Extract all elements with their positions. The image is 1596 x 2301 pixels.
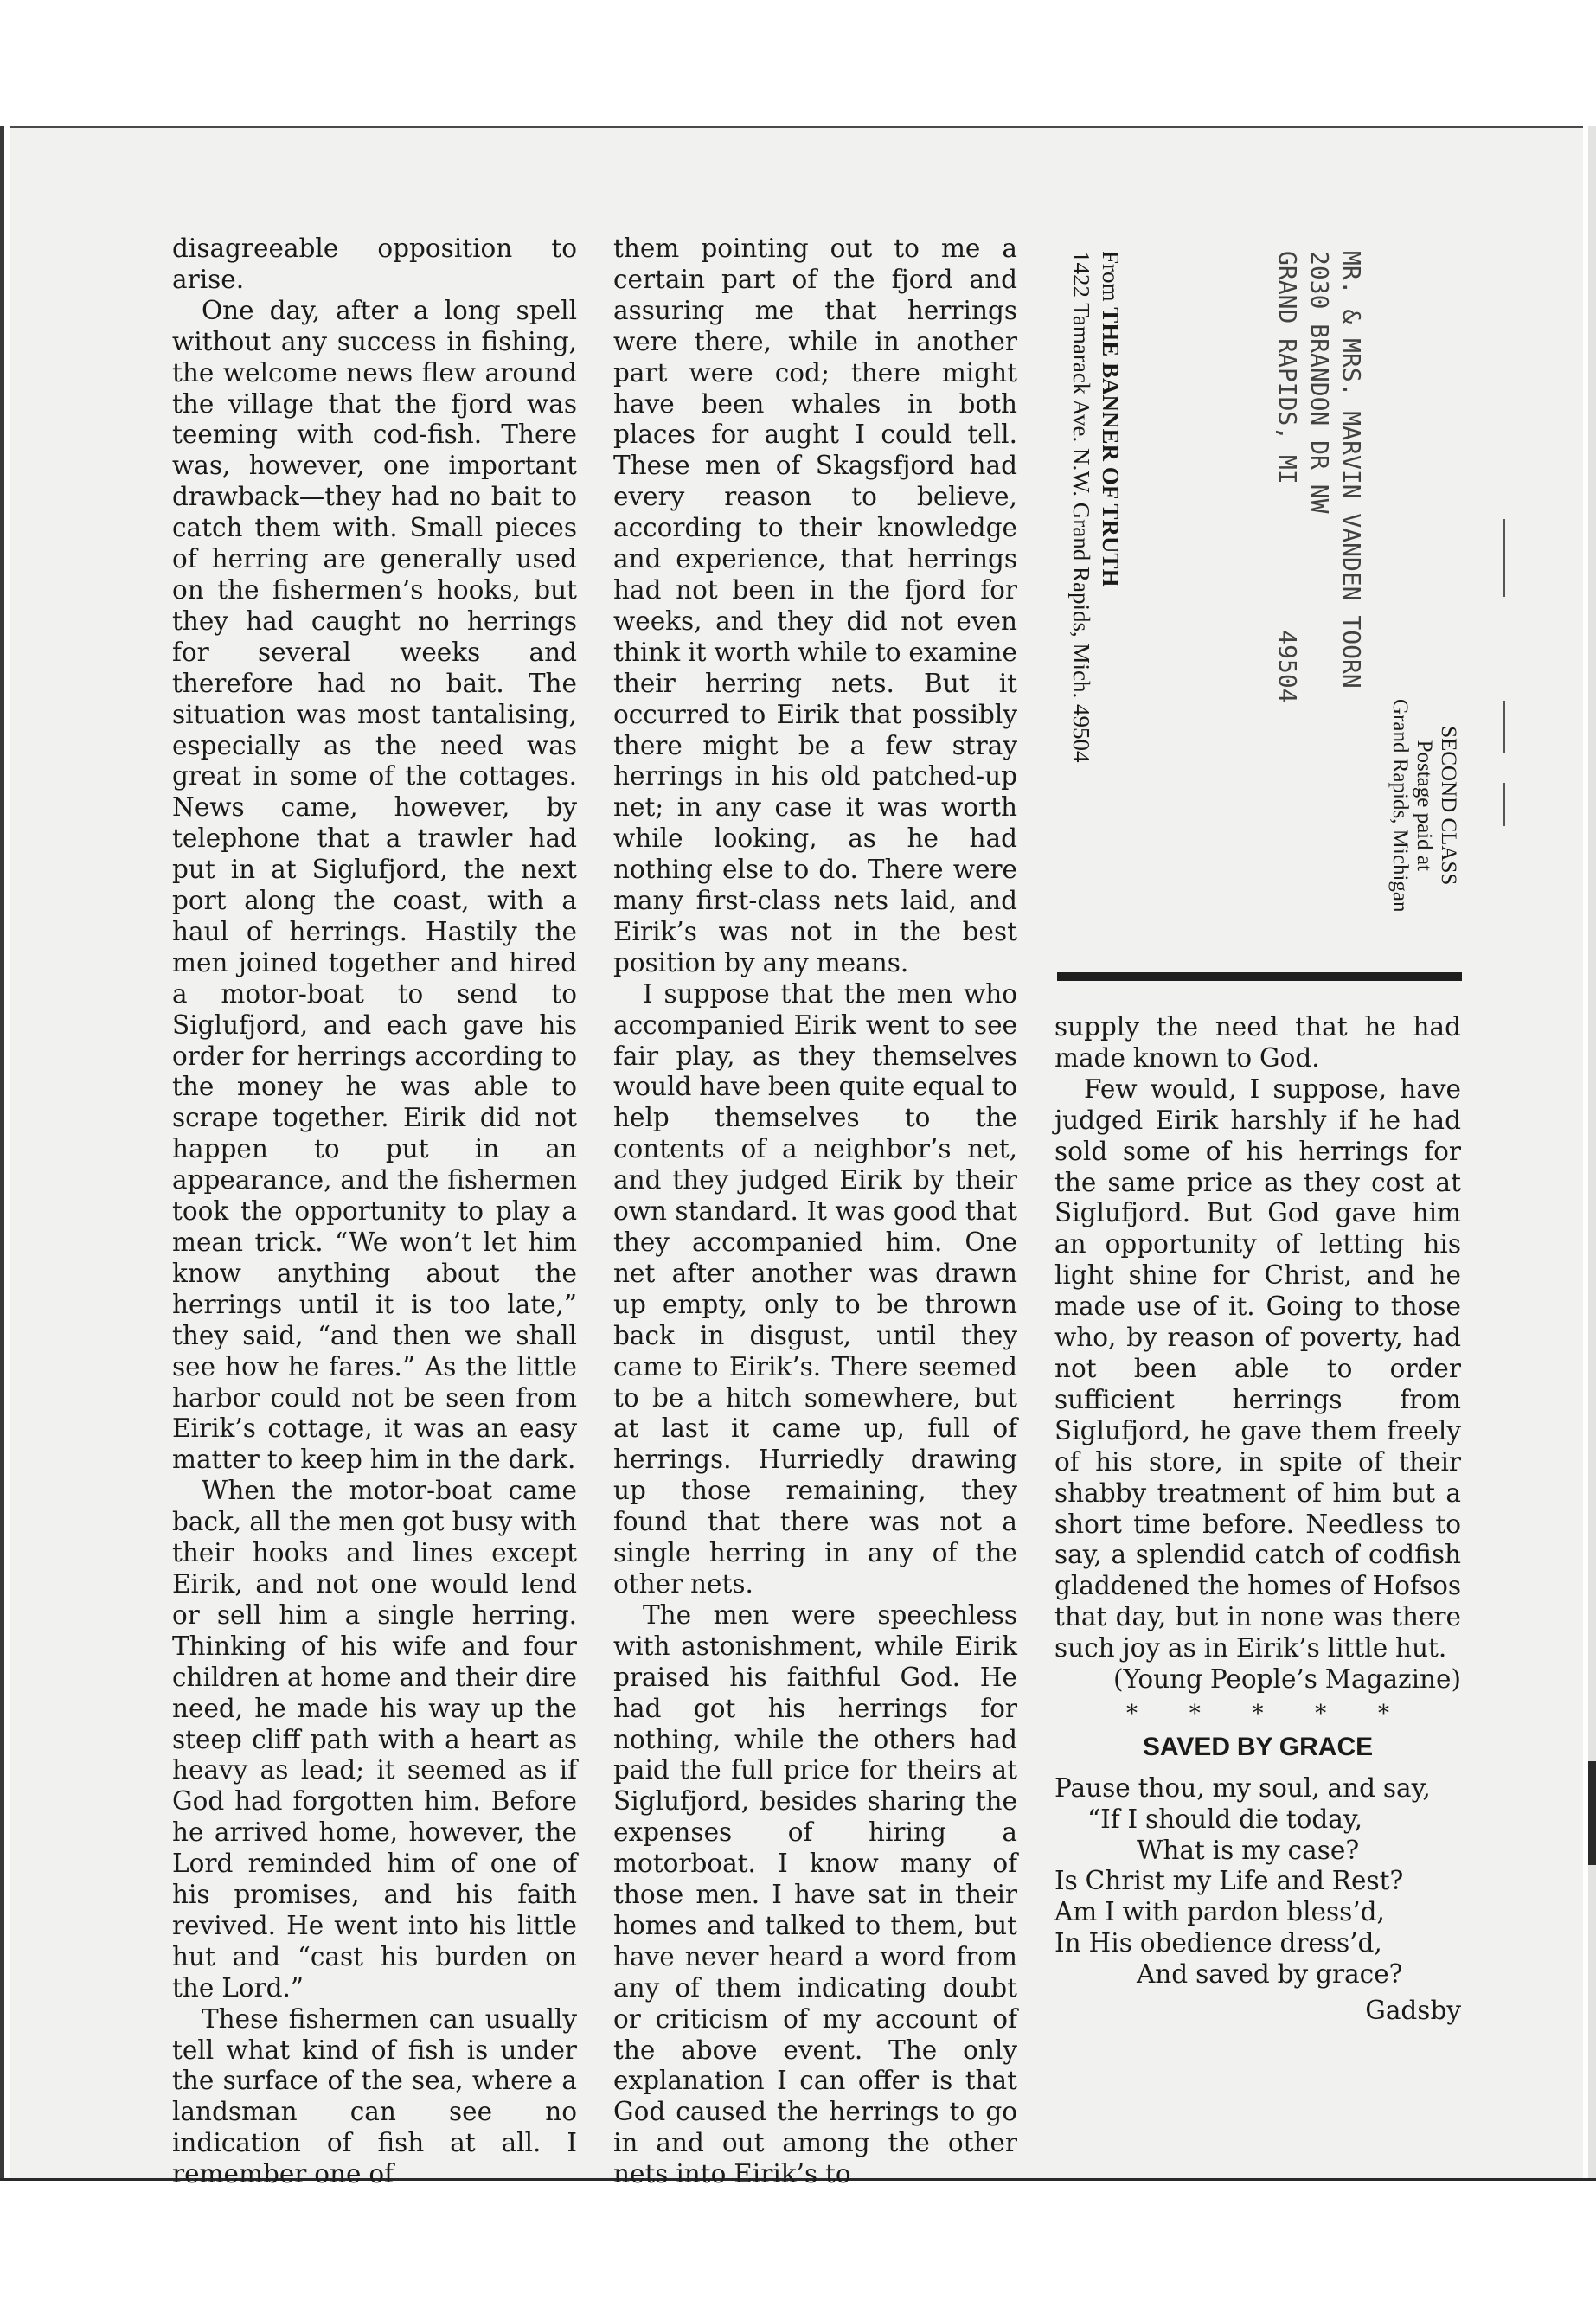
paragraph: When the motor-boat came back, all the men got busy with their hooks and lines except Eirik, and not one would lend or sell him a single herring. Thinking of his wife and four children at home and their dire need, he made his way up the steep cliff path with a heart as heavy as lead; it seemed as if God had forgotten him. Before he arrived home, however, the Lord reminded him of one of his promises, and his faith revived. He went into his little hut and “cast his burden on the Lord.” [172,1476,577,2003]
label-registration-mark [1503,519,1505,597]
paragraph: These fishermen can usually tell what kind of fish is under the surface of the sea, where a landsman can see no indication of fish at all. I remember one of [172,2003,577,2189]
poem-title: SAVED BY GRACE [1142,1732,1374,1761]
poem-line: Pause thou, my soul, and say, [1054,1772,1431,1803]
address-line: MR. & MRS. MARVIN VANDEN TOORN [1337,251,1366,689]
publication-name: THE BANNER OF TRUTH [1098,307,1124,587]
paragraph: I suppose that the men who accompanied Eirik went to see fair play, as they themselves would have been quite equal to help themselves to the contents of a neighbor’s net, and they judged Eirik by their own standard. It was good that they accompanied him. One net after another was drawn up empty, only to be thrown back in disgust, until they came to Eirik’s. There seemed to be a hitch somewhere, but at last it came up, full of herrings. Hurriedly drawing up those remaining, they found that there was not a single herring in any of the other nets. [613,978,1017,1599]
return-address [1067,251,1125,763]
poem-line: Is Christ my Life and Rest? [1054,1866,1404,1896]
address-line: GRAND RAPIDS, MI 49504 [1273,251,1302,703]
permit-location: Grand Rapids, Michigan [1388,699,1412,913]
poem-line: In His obedience dress’d, [1054,1928,1382,1958]
label-registration-mark [1503,783,1505,826]
poem-author: Gadsby [1365,1996,1461,2026]
poem-line: What is my case? [1137,1835,1360,1865]
address-line: 2030 BRANDON DR NW [1305,251,1334,514]
text-column-2 [613,234,1017,2190]
paragraph: Few would, I suppose, have judged Eirik harshly if he had sold some of his herrings for the same price as they cost at Siglufjord. But God gave him an opportunity of letting his light shine for Christ, and he made use of it. Going to those who, by reason of poverty, had not been able to order sufficient herrings from Siglufjord, he gave them freely of his store, in spite of their shabby treatment of him but a short time before. Needless to say, a splendid catch of codfish gladdened the homes of Hofsos that day, but in none was there such joy as in Eirik’s little hut. [1054,1074,1461,1663]
paragraph: disagreeable opposition to arise. [172,234,577,294]
paragraph: them pointing out to me a certain part of the fjord and assuring me that herrings were there, while in another part were cod; there might have been whales in both places for aught I could tell. These men of Skagsfjord had every reason to believe, according to their knowledge and experience, that herrings had not been in the fjord for weeks, and they did not even think it worth while to examine their herring nets. But it occurred to Eirik that possibly there might be a few stray herrings in his old patched-up net; in any case it was worth while looking, as he had nothing else to do. There were many first-class nets laid, and Eirik’s was not in the best position by any means. [613,234,1017,977]
section-separator: * * * * * [1125,1700,1413,1727]
permit-text: Postage paid at [1413,740,1436,871]
publisher-address: 1422 Tamarack Ave. N.W. Grand Rapids, Mich. 49504 [1068,251,1094,763]
poem-body [1054,1773,1461,1990]
poem-line: And saved by grace? [1137,1959,1403,1990]
from-label: From [1098,251,1124,302]
permit-class: SECOND CLASS [1437,726,1460,886]
source-credit: (Young People’s Magazine) [1112,1664,1461,1695]
poem-line: Am I with pardon bless’d, [1054,1897,1385,1927]
page-left-edge [0,126,4,2180]
page-right-edge [1588,126,1596,2180]
text-column-1 [172,234,577,2190]
paragraph: The men were speechless with astonishment, while Eirik praised his faithful God. He had got his herrings for nothing, while the others had paid the full price for theirs at Siglufjord, besides sharing the expenses of hiring a motorboat. I know many of those men. I have sat in their homes and talked to them, but have never heard a word from any of them indicating doubt or criticism of my account of the above event. The only explanation I can offer is that God caused the herrings to go in and out among the other nets into Eirik’s to [613,1599,1017,2189]
poem-line: “If I should die today, [1087,1804,1363,1834]
label-registration-mark [1503,701,1505,753]
text-column-3 [1054,1012,1461,2027]
paragraph: One day, after a long spell without any success in fishing, the welcome news flew around the village that the fjord was teeming with cod-fish. There was, however, one important drawback—they had no bait to catch them with. Small pieces of herring are generally used on the fishermen’s hooks, but they had caught no herrings for several weeks and therefore had no bait. The situation was most tantalising, especially as the need was great in some of the cottages. News came, however, by telephone that a trawler had put in at Siglufjord, the next port along the coast, with a haul of herrings. Hastily the men joined together and hired a motor-boat to send to Siglufjord, and each gave his order for herrings according to the money he was able to scrape together. Eirik did not happen to put in an appearance, and the fishermen took the opportunity to play a mean trick. “We won’t let him know anything about the herrings until it is too late,” they said, “and then we shall see how he fares.” As the little harbor could not be seen from Eirik’s cottage, it was an easy matter to keep him in the dark. [172,295,577,1475]
recipient-address-label [1272,251,1368,703]
paragraph: supply the need that he had made known to God. [1054,1012,1461,1073]
mailing-divider-rule [1057,972,1462,981]
postage-permit [1388,699,1460,912]
column-3-paragraphs [1054,1012,1461,1664]
